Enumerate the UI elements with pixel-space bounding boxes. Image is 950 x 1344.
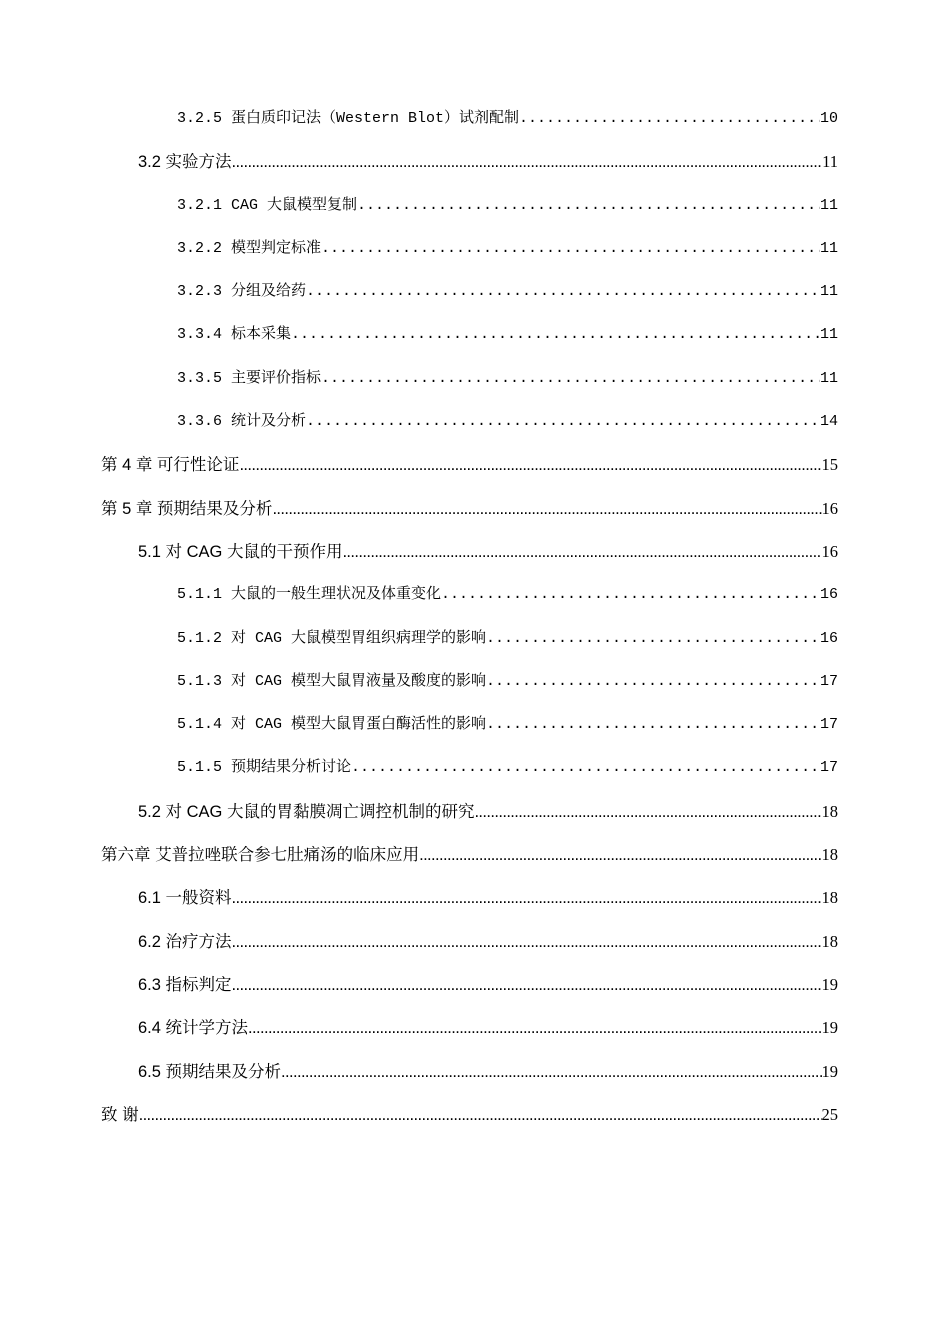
dot-leader [232, 921, 822, 963]
toc-entry-title: 6.4 统计学方法 [138, 1019, 249, 1038]
dot-leader [281, 1051, 821, 1093]
dot-leader [272, 488, 821, 530]
toc-entry[interactable] [177, 746, 838, 789]
toc-entry-title: 5.1.3 对 CAG 模型大鼠胃液量及酸度的影响 [177, 672, 487, 690]
toc-entry-page-number: 11 [819, 196, 838, 214]
toc-entry[interactable] [177, 400, 838, 443]
toc-entry-page-number: 16 [821, 541, 838, 561]
toc-entry-title: 5.1.2 对 CAG 大鼠模型胃组织病理学的影响 [177, 629, 487, 647]
toc-entry-title: 3.2.2 模型判定标准 [177, 239, 322, 257]
table-of-contents [0, 97, 950, 1136]
toc-entry-title: 5.1.1 大鼠的一般生理状况及体重变化 [177, 586, 442, 604]
dot-leader [519, 97, 820, 140]
toc-entry-page-number: 18 [821, 888, 838, 908]
toc-entry-page-number: 16 [821, 498, 838, 518]
dot-leader [232, 964, 822, 1006]
toc-entry-title: 5.1.4 对 CAG 模型大鼠胃蛋白酶活性的影响 [177, 716, 487, 734]
toc-entry-page-number: 19 [821, 1018, 838, 1038]
toc-entry[interactable] [138, 876, 838, 919]
toc-entry-page-number: 14 [819, 413, 838, 431]
toc-entry[interactable] [101, 487, 838, 530]
toc-entry[interactable] [177, 573, 838, 616]
toc-entry-title: 第 5 章 预期结果及分析 [101, 499, 273, 518]
toc-entry-title: 3.2.1 CAG 大鼠模型复制 [177, 196, 358, 214]
toc-entry[interactable] [177, 184, 838, 227]
toc-entry-page-number: 25 [821, 1104, 838, 1124]
toc-entry-title: 5.2 对 CAG 大鼠的胃黏膜凋亡调控机制的研究 [138, 802, 475, 821]
toc-entry-page-number: 18 [821, 931, 838, 951]
dot-leader [486, 660, 820, 703]
dot-leader [486, 703, 820, 746]
dot-leader [139, 1094, 822, 1136]
toc-entry-page-number: 10 [819, 110, 838, 127]
toc-entry-page-number: 18 [821, 801, 838, 821]
toc-entry[interactable] [138, 1006, 838, 1049]
dot-leader [419, 834, 821, 876]
toc-entry-page-number: 19 [821, 1061, 838, 1081]
toc-entry[interactable] [177, 357, 838, 400]
toc-entry-title: 3.2 实验方法 [138, 153, 232, 172]
dot-leader [321, 357, 820, 400]
toc-entry-page-number: 11 [819, 326, 838, 344]
dot-leader [351, 746, 820, 789]
dot-leader [232, 877, 822, 919]
toc-entry-page-number: 17 [819, 759, 838, 777]
toc-entry-title: 6.3 指标判定 [138, 975, 232, 994]
toc-entry-page-number: 11 [819, 369, 838, 387]
dot-leader [357, 184, 820, 227]
toc-entry-title: 3.3.5 主要评价指标 [177, 369, 322, 387]
toc-entry[interactable] [177, 617, 838, 660]
toc-entry-title: 第 4 章 可行性论证 [101, 456, 240, 475]
toc-entry-page-number: 17 [819, 716, 838, 734]
dot-leader [486, 617, 820, 660]
toc-entry-page-number: 11 [819, 239, 838, 257]
toc-entry[interactable] [138, 1050, 838, 1093]
dot-leader [306, 270, 820, 313]
toc-entry-title: 6.5 预期结果及分析 [138, 1062, 282, 1081]
dot-leader [239, 444, 821, 486]
toc-entry-title: 3.2.3 分组及给药 [177, 283, 307, 301]
dot-leader [474, 791, 821, 833]
toc-entry-page-number: 15 [821, 455, 838, 475]
toc-entry-title: 3.2.5 蛋白质印记法（Western Blot）试剂配制 [177, 110, 520, 127]
toc-entry-title: 致 谢 [101, 1105, 139, 1124]
toc-entry[interactable] [101, 443, 838, 486]
toc-entry[interactable] [177, 227, 838, 270]
toc-entry[interactable] [177, 270, 838, 313]
toc-entry-title: 5.1 对 CAG 大鼠的干预作用 [138, 542, 343, 561]
toc-entry-page-number: 11 [819, 283, 838, 301]
toc-entry-title: 5.1.5 预期结果分析讨论 [177, 759, 352, 777]
toc-entry[interactable] [177, 660, 838, 703]
dot-leader [248, 1007, 821, 1049]
toc-entry[interactable] [101, 833, 838, 876]
toc-entry[interactable] [138, 790, 838, 833]
toc-entry[interactable] [138, 140, 838, 183]
toc-entry-page-number: 17 [819, 672, 838, 690]
toc-entry-page-number: 11 [822, 152, 838, 172]
toc-entry[interactable] [177, 313, 838, 356]
toc-entry[interactable] [138, 920, 838, 963]
dot-leader [306, 400, 820, 443]
toc-entry[interactable] [101, 1093, 838, 1136]
toc-entry-title: 3.3.6 统计及分析 [177, 413, 307, 431]
toc-entry-title: 3.3.4 标本采集 [177, 326, 292, 344]
toc-entry[interactable] [138, 530, 838, 573]
toc-entry-title: 第六章 艾普拉唑联合参七肚痛汤的临床应用 [101, 846, 420, 865]
dot-leader [441, 573, 820, 616]
toc-entry[interactable] [177, 703, 838, 746]
toc-entry-page-number: 19 [821, 974, 838, 994]
toc-entry[interactable] [177, 97, 838, 140]
dot-leader [232, 141, 823, 183]
toc-entry-page-number: 18 [821, 845, 838, 865]
toc-entry[interactable] [138, 963, 838, 1006]
toc-entry-page-number: 16 [819, 629, 838, 647]
toc-entry-title: 6.2 治疗方法 [138, 932, 232, 951]
dot-leader [291, 313, 820, 356]
dot-leader [321, 227, 820, 270]
toc-entry-title: 6.1 一般资料 [138, 889, 232, 908]
dot-leader [342, 531, 821, 573]
toc-entry-page-number: 16 [819, 586, 838, 604]
